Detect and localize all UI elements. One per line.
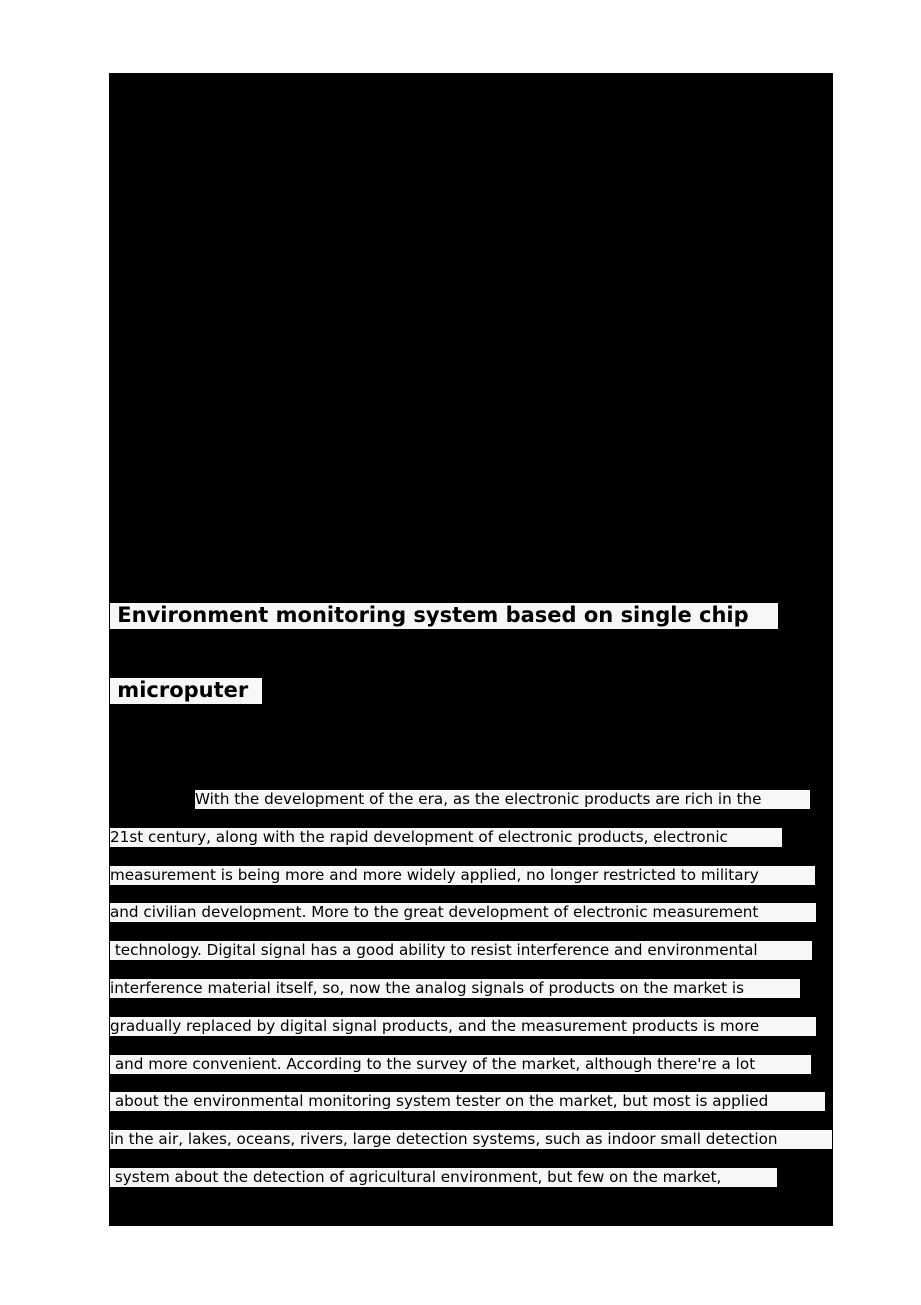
- body-line-9: about the environmental monitoring system tester on the market, but most is applied: [110, 1092, 825, 1111]
- body-line-1: With the development of the era, as the electronic products are rich in the: [195, 790, 810, 809]
- body-line-3: measurement is being more and more widely applied, no longer restricted to military: [110, 866, 815, 885]
- body-line-6: interference material itself, so, now the analog signals of products on the market is: [110, 979, 800, 998]
- body-line-7: gradually replaced by digital signal products, and the measurement products is more: [110, 1017, 816, 1036]
- body-line-5: technology. Digital signal has a good ability to resist interference and environmental: [110, 941, 812, 960]
- body-line-4: and civilian development. More to the great development of electronic measurement: [110, 903, 816, 922]
- body-line-8: and more convenient. According to the survey of the market, although there're a lot: [110, 1055, 811, 1074]
- title-line-2: microputer: [110, 678, 262, 704]
- body-line-11: system about the detection of agricultural environment, but few on the market,: [110, 1168, 777, 1187]
- body-line-2: 21st century, along with the rapid development of electronic products, electronic: [110, 828, 782, 847]
- title-line-1: Environment monitoring system based on single chip: [110, 603, 778, 629]
- body-line-10: in the air, lakes, oceans, rivers, large detection systems, such as indoor small detection: [110, 1130, 832, 1149]
- redacted-page-block: [109, 73, 833, 1226]
